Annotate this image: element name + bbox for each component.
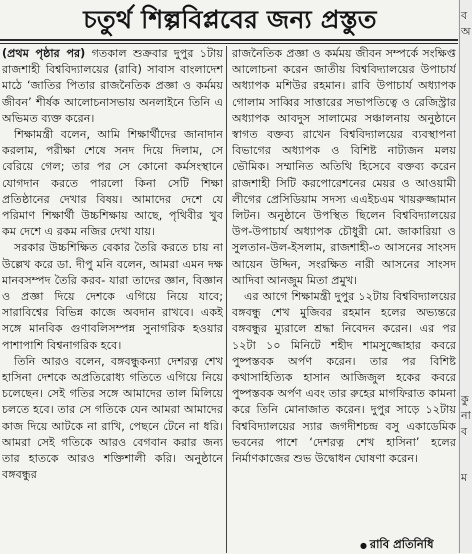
left-paragraph-2: শিক্ষামন্ত্রী বলেন, আমি শিক্ষার্থীদের জানাদান করলাম, পরীক্ষা শেষে সনদ দিয়ে দিলাম, সে বেরিয়ে গেল; তার পর সে কোনো কর্মসংস্থানে যোগদান করতে পারলো কিনা সেটি শিক্ষা প্রতিষ্ঠানের দেখার বিষয়। আমাদের দেশে যে পরিমাণ শিক্ষার্থী উচ্চশিক্ষায় আছে, পৃথিবীর খুব কম দেশে এ রকম নজির দেখা যায়। (2, 128, 223, 239)
left-paragraph-1-text: গতকাল শুক্রবার দুপুর ১টায় রাজশাহী বিশ্ববিদ্যালয়ের (রাবি) সাবাস বাংলাদেশ মাঠে ‘জাতির পিতার রাজনৈতিক প্রজ্ঞা ও কর্মময় জীবন’ শীর্ষক আলোচনাসভায় অনলাইনে তিনি এ অভিমত ব্যক্ত করেন। (2, 47, 223, 125)
edge-fragment: ম (461, 471, 468, 484)
edge-fragment: অ (461, 25, 471, 38)
left-paragraph-4: তিনি আরও বলেন, বঙ্গবন্ধুকন্যা দেশরত্ন শেখ হাসিনা দেশকে অপ্রতিরোধ্য গতিতে এগিয়ে নিয়ে চলেছেন। সেই গতির সঙ্গে আমাদের তাল মিলিয়ে চলতে হবে। তার সে গতিকে যেন আমরা আমাদের কাজ দিয়ে আটকে না রাখি, পেছনে টেনে না ধরি। আমরা সেই গতিকে আরও বেগবান করার জন্য তার হাতকে আরও শক্তিশালী করি। অনুষ্ঠানে বঙ্গবন্ধুর (2, 354, 223, 482)
edge-fragment: ব (461, 425, 468, 438)
edge-fragment: ব (461, 9, 468, 22)
page-edge-line (459, 0, 460, 553)
continuation-lead: (প্রথম পৃষ্ঠার পর) (2, 47, 86, 60)
edge-fragment: কু (461, 393, 469, 406)
right-paragraph-1: রাজনৈতিক প্রজ্ঞা ও কর্মময় জীবন সম্পর্কে সংক্ষিপ্ত আলোচনা করেন জাতীয় বিশ্ববিদ্যালয়ের উপাচার্য অধ্যাপক মশিউর রহমান। রাবি উপাচার্য অধ্যাপক গোলাম সাব্বির সাত্তারের সভাপতিত্বে ও রেজিস্ট্রার অধ্যাপক আবদুস সালামের সঞ্চালনায় অনুষ্ঠানে স্বাগত বক্তব্য রাখেন বিশ্ববিদ্যালয়ের ব্যবস্থাপনা বিভাগের অধ্যাপক ও বিশিষ্ট নাট্যজন মলয় ভৌমিক। সম্মানিত অতিথি হিসেবে বক্তব্য করেন রাজশাহী সিটি করপোরেশনের মেয়র ও আওয়ামী লীগের প্রেসিডিয়াম সদস্য এএইচএম খায়রুজ্জামান লিটন। অনুষ্ঠানে উপস্থিত ছিলেন বিশ্ববিদ্যালয়ের উপ-উপাচার্য অধ্যাপক চৌধুরী মো. জাকারিয়া ও সুলতান-উল-ইসলাম, রাজশাহী-৩ আসনের সাংসদ আয়েন উদ্দিন, সংরক্ষিত নারী আসনের সাংসদ আদিবা আনজুম মিতা প্রমুখ। (232, 47, 456, 287)
right-paragraph-2: এর আগে শিক্ষামন্ত্রী দুপুর ১২টায় বিশ্ববিদ্যালয়ের বঙ্গবন্ধু শেখ মুজিবর রহমান হলের অভ্যন্তরে বঙ্গবন্ধুর ম্যুরালে শ্রদ্ধা নিবেদন করেন। এর পর ১২টা ১০ মিনিটে শহীদ শামসুজ্জোহার কবরে পুষ্পস্তবক অর্পণ করেন। তার পর বিশিষ্ট কথাসাহিত্যিক হাসান আজিজুল হকের কবরে পুষ্পস্তবক অর্পণ এবং তার রুহের মাগফিরাত কামনা করে তিনি মোনাজাত করেন। দুপুর সাড়ে ১২টায় বিশ্ববিদ্যালয়ের স্যার জগদীশচন্দ্র বসু একাডেমিক ভবনের পাশে ‘দেশরত্ন শেখ হাসিনা’ হলের নির্মাণকাজের শুভ উদ্বোধন ঘোষণা করেন। (232, 290, 456, 466)
column-divider (226, 46, 227, 553)
headline-rule-thin (0, 43, 458, 44)
left-paragraph-1 (2, 46, 223, 127)
left-paragraph-3: সরকার উচ্চশিক্ষিত বেকার তৈরি করতে চায় না উল্লেখ করে ডা. দীপু মনি বলেন, আমরা এমন দক্ষ মানবসম্পদ তৈরি করব- যারা তাদের জ্ঞান, বিজ্ঞান ও প্রজ্ঞা দিয়ে দেশকে এগিয়ে নিয়ে যাবে; সারাবিশ্বের বিভিন্ন কাজে অবদান রাখবে। একই সঙ্গে মানবিক গুণাবলিসম্পন্ন সুনাগরিক হওয়ার পাশাপাশি বিশ্বনাগরিক হবে। (2, 241, 223, 352)
headline-rule (0, 39, 458, 41)
byline: ● রাবি প্রতিনিধি (360, 536, 434, 554)
right-column (232, 46, 456, 553)
edge-fragment: না (461, 409, 471, 422)
headline: চতুর্থ শিল্পবিপ্লবের জন্য প্রস্তুত (83, 5, 377, 34)
left-column (2, 46, 223, 553)
